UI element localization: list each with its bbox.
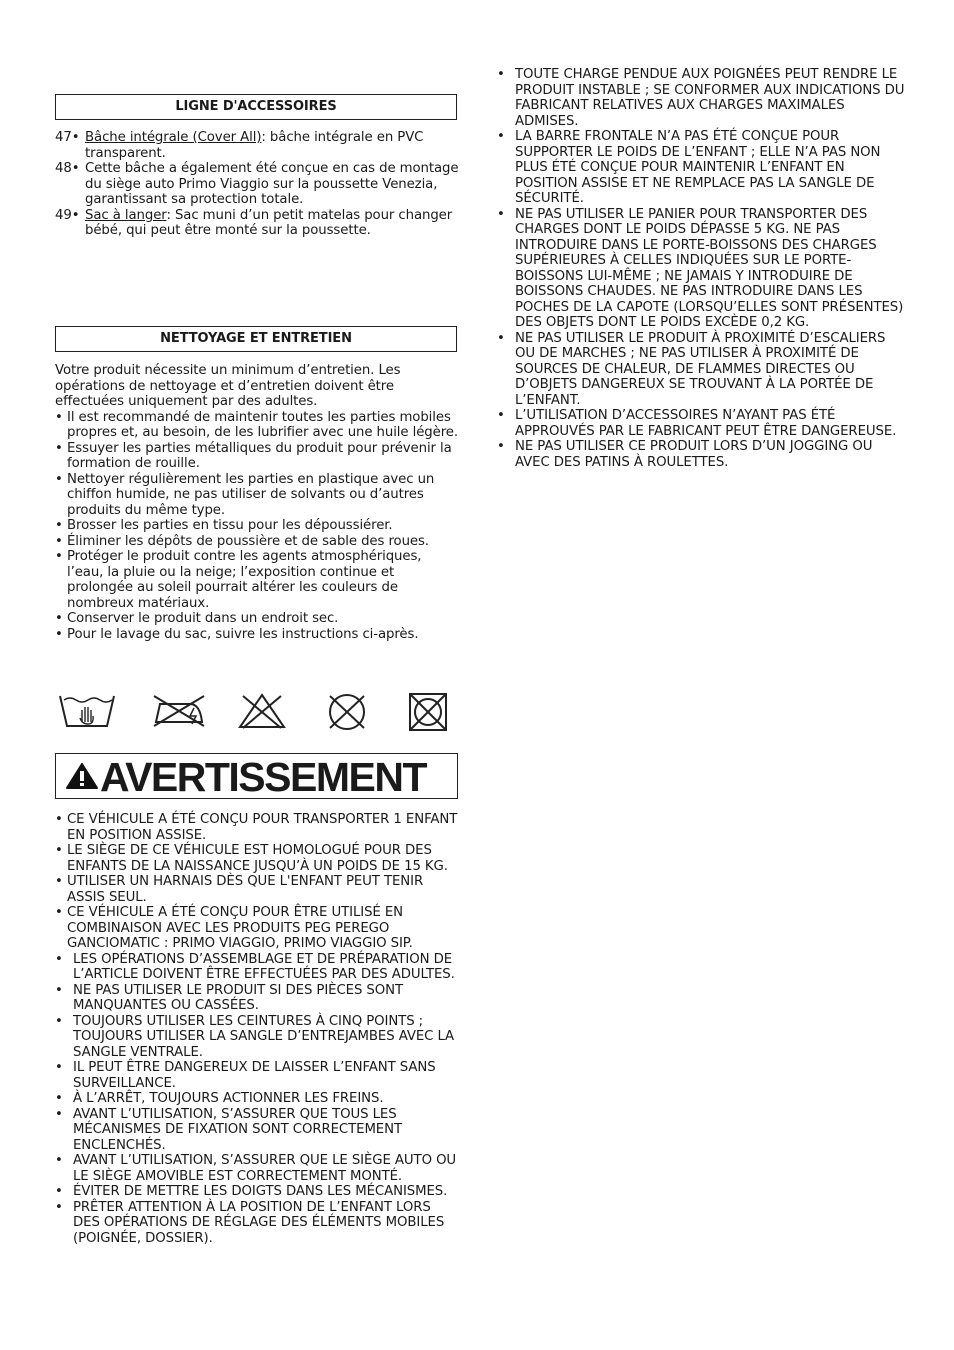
warning-list-left — [55, 812, 459, 1246]
bullet: • — [55, 1106, 63, 1122]
list-item — [55, 518, 459, 534]
bullet: • — [497, 408, 505, 423]
item-text: Il est recommandé de maintenir toutes les parties mobiles propres et, au besoin, de les lubrifier avec une huile légère. — [67, 409, 458, 440]
item-number: 48• — [55, 161, 80, 176]
list-item — [55, 1153, 459, 1184]
item-text: NE PAS UTILISER LE PRODUIT À PROXIMITÉ D’ESCALIERS OU DE MARCHES ; NE PAS UTILISER À PROXIMITÉ DE SOURCES DE CHALEUR, DE FLAMMES DIRECTES OU D’OBJETS DANGEREUX SE TROUVANT À LA PORTÉE DE L’ENFANT. — [515, 330, 886, 408]
item-text: AVANT L’UTILISATION, S’ASSURER QUE LE SIÈGE AUTO OU LE SIÈGE AMOVIBLE EST CORRECTEMENT MONTÉ. — [73, 1153, 457, 1184]
list-item — [497, 331, 909, 409]
item-text: Nettoyer régulièrement les parties en plastique avec un chiffon humide, ne pas utiliser de solvants ou d’autres produits du même type. — [67, 471, 435, 518]
item-number: 49• — [55, 207, 80, 223]
no-dry-clean-icon — [322, 692, 372, 732]
bullet: • — [55, 611, 63, 626]
list-item — [55, 410, 459, 441]
item-number: 47• — [55, 130, 80, 145]
list-item — [55, 1060, 459, 1091]
item-text: AVANT L’UTILISATION, S’ASSURER QUE TOUS LES MÉCANISMES DE FIXATION SONT CORRECTEMENT ENCLENCHÉS. — [73, 1106, 402, 1153]
list-item — [55, 130, 459, 161]
bullet: • — [55, 533, 63, 549]
list-item — [55, 208, 459, 239]
bullet: • — [55, 1199, 63, 1215]
item-text: TOUJOURS UTILISER LES CEINTURES À CINQ POINTS ; TOUJOURS UTILISER LA SANGLE D’ENTREJAMBES AVEC LA SANGLE VENTRALE. — [73, 1013, 455, 1060]
list-item — [55, 812, 459, 843]
item-text: Pour le lavage du sac, suivre les instructions ci-après. — [67, 626, 419, 642]
item-text: NE PAS UTILISER LE PRODUIT SI DES PIÈCES SONT MANQUANTES OU CASSÉES. — [73, 982, 403, 1013]
bullet: • — [55, 1091, 63, 1106]
item-text: L’UTILISATION D’ACCESSOIRES N’AYANT PAS ÉTÉ APPROUVÉS PAR LE FABRICANT PEUT ÊTRE DANGEREUSE. — [515, 408, 897, 439]
item-text: LE SIÈGE DE CE VÉHICULE EST HOMOLOGUÉ POUR DES ENFANTS DE LA NAISSANCE JUSQU’À UN POIDS DE 15 KG. — [67, 843, 448, 874]
item-text: UTILISER UN HARNAIS DÈS QUE L'ENFANT PEUT TENIR ASSIS SEUL. — [67, 874, 424, 905]
list-item — [55, 161, 459, 208]
hand-wash-icon — [58, 692, 116, 730]
list-item — [55, 441, 459, 472]
accessory-name[interactable]: Bâche intégrale (Cover All) — [85, 130, 262, 145]
list-item — [497, 408, 909, 439]
bullet: • — [497, 330, 505, 346]
warning-list-group-2 — [55, 952, 459, 1247]
list-item — [497, 67, 909, 129]
bullet: • — [55, 1184, 63, 1199]
list-item — [55, 905, 459, 952]
bullet: • — [55, 874, 63, 889]
list-item — [497, 439, 909, 470]
item-text: Brosser les parties en tissu pour les dépoussiérer. — [67, 518, 393, 533]
bullet: • — [55, 626, 63, 642]
item-text: IL PEUT ÊTRE DANGEREUX DE LAISSER L’ENFANT SANS SURVEILLANCE. — [73, 1060, 436, 1091]
bullet: • — [55, 1153, 63, 1168]
item-text: Cette bâche a également été conçue en cas de montage du siège auto Primo Viaggio sur la poussette Venezia, garantissant sa protection totale. — [85, 161, 459, 207]
list-item — [55, 1014, 459, 1061]
list-item — [55, 952, 459, 983]
accessories-section-title: LIGNE D'ACCESSOIRES — [55, 94, 457, 120]
list-item — [55, 843, 459, 874]
item-text: : bâche intégrale en PVC transparent. — [85, 130, 424, 161]
no-bleach-icon — [237, 692, 287, 730]
warning-title: AVERTISSEMENT — [100, 754, 426, 800]
list-item — [55, 534, 459, 550]
item-text: À L’ARRÊT, TOUJOURS ACTIONNER LES FREINS. — [73, 1091, 384, 1106]
item-text: NE PAS UTILISER CE PRODUIT LORS D’UN JOGGING OU AVEC DES PATINS À ROULETTES. — [515, 439, 873, 470]
list-item — [55, 549, 459, 611]
warning-list-right — [497, 67, 909, 470]
warning-triangle-icon — [65, 762, 99, 790]
accessories-list — [55, 130, 459, 239]
item-text: Essuyer les parties métalliques du produit pour prévenir la formation de rouille. — [67, 440, 452, 471]
cleaning-intro: Votre produit nécessite un minimum d’entretien. Les opérations de nettoyage et d’entretien doivent être effectuées uniquement par des adultes. — [55, 363, 401, 409]
accessory-name[interactable]: Sac à langer — [85, 207, 167, 223]
item-text: PRÊTER ATTENTION À LA POSITION DE L’ENFANT LORS DES OPÉRATIONS DE RÉGLAGE DES ÉLÉMENTS MOBILES (POIGNÉE, DOSSIER). — [73, 1199, 445, 1246]
bullet: • — [55, 982, 63, 998]
bullet: • — [55, 518, 63, 533]
bullet: • — [497, 206, 505, 222]
list-item — [55, 1091, 459, 1107]
bullet: • — [55, 951, 63, 967]
bullet: • — [55, 440, 63, 456]
item-text: LA BARRE FRONTALE N’A PAS ÉTÉ CONÇUE POUR SUPPORTER LE POIDS DE L’ENFANT ; ELLE N’A PAS NON PLUS ÉTÉ CONÇUE POUR MAINTENIR L’ENFANT EN POSITION ASSISE ET NE REMPLACE PAS LA SANGLE DE SÉCURITÉ. — [515, 129, 881, 206]
bullet: • — [55, 1060, 63, 1075]
item-text: ÉVITER DE METTRE LES DOIGTS DANS LES MÉCANISMES. — [73, 1184, 448, 1199]
bullet: • — [497, 67, 505, 82]
list-item — [55, 983, 459, 1014]
item-text: CE VÉHICULE A ÉTÉ CONÇU POUR ÊTRE UTILISÉ EN COMBINAISON AVEC LES PRODUITS PEG PEREGO GANCIOMATIC : PRIMO VIAGGIO, PRIMO VIAGGIO SIP. — [67, 905, 413, 951]
item-text: TOUTE CHARGE PENDUE AUX POIGNÉES PEUT RENDRE LE PRODUIT INSTABLE ; SE CONFORMER AUX INDICATIONS DU FABRICANT RELATIVES AUX CHARGES MAXIMALES ADMISES. — [515, 67, 905, 129]
bullet: • — [55, 1013, 63, 1029]
list-item — [55, 627, 459, 643]
item-text: : Sac muni d’un petit matelas pour changer bébé, qui peut être monté sur la poussette. — [85, 207, 453, 238]
item-text: Éliminer les dépôts de poussière et de sable des roues. — [67, 533, 429, 549]
list-item — [55, 1184, 459, 1200]
item-text: NE PAS UTILISER LE PANIER POUR TRANSPORTER DES CHARGES DONT LE POIDS DÉPASSE 5 KG. NE PAS INTRODUIRE DANS LE PORTE-BOISSONS DES CHARGES SUPÉRIEURES À CELLES INDIQUÉES SUR LE PORTE-BOISSONS LUI-MÊME ; NE JAMAIS Y INTRODUIRE DE BOISSONS CHAUDES. NE PAS INTRODUIRE DANS LES POCHES DE LA CAPOTE (LORSQU’ELLES SONT PRÉSENTES) DES OBJETS DONT LE POIDS EXCÈDE 0,2 KG. — [515, 206, 904, 330]
cleaning-list — [55, 410, 459, 643]
bullet: • — [497, 129, 505, 144]
cleaning-body — [55, 363, 459, 642]
no-tumble-dry-icon — [407, 692, 449, 732]
bullet: • — [55, 409, 63, 425]
list-item — [55, 1107, 459, 1154]
bullet: • — [55, 812, 63, 827]
list-item — [497, 129, 909, 207]
warning-banner — [55, 753, 458, 799]
list-item — [55, 611, 459, 627]
list-item — [497, 207, 909, 331]
warning-list-group-1 — [55, 812, 459, 952]
care-icons — [55, 692, 459, 732]
item-text: CE VÉHICULE A ÉTÉ CONÇU POUR TRANSPORTER 1 ENFANT EN POSITION ASSISE. — [67, 812, 458, 843]
item-text: Conserver le produit dans un endroit sec. — [67, 611, 339, 626]
bullet: • — [55, 843, 63, 858]
list-item — [55, 1200, 459, 1247]
bullet: • — [497, 439, 505, 454]
no-ironing-icon — [150, 692, 208, 730]
cleaning-section-title: NETTOYAGE ET ENTRETIEN — [55, 326, 457, 352]
bullet: • — [55, 905, 63, 920]
bullet: • — [55, 549, 63, 564]
bullet: • — [55, 471, 63, 487]
list-item — [55, 472, 459, 519]
item-text: Protéger le produit contre les agents atmosphériques, l’eau, la pluie ou la neige; l’exposition continue et prolongée au soleil pourrait altérer les couleurs de nombreux matériaux. — [67, 549, 422, 611]
item-text: LES OPÉRATIONS D’ASSEMBLAGE ET DE PRÉPARATION DE L’ARTICLE DOIVENT ÊTRE EFFECTUÉES PAR DES ADULTES. — [73, 951, 455, 982]
list-item — [55, 874, 459, 905]
